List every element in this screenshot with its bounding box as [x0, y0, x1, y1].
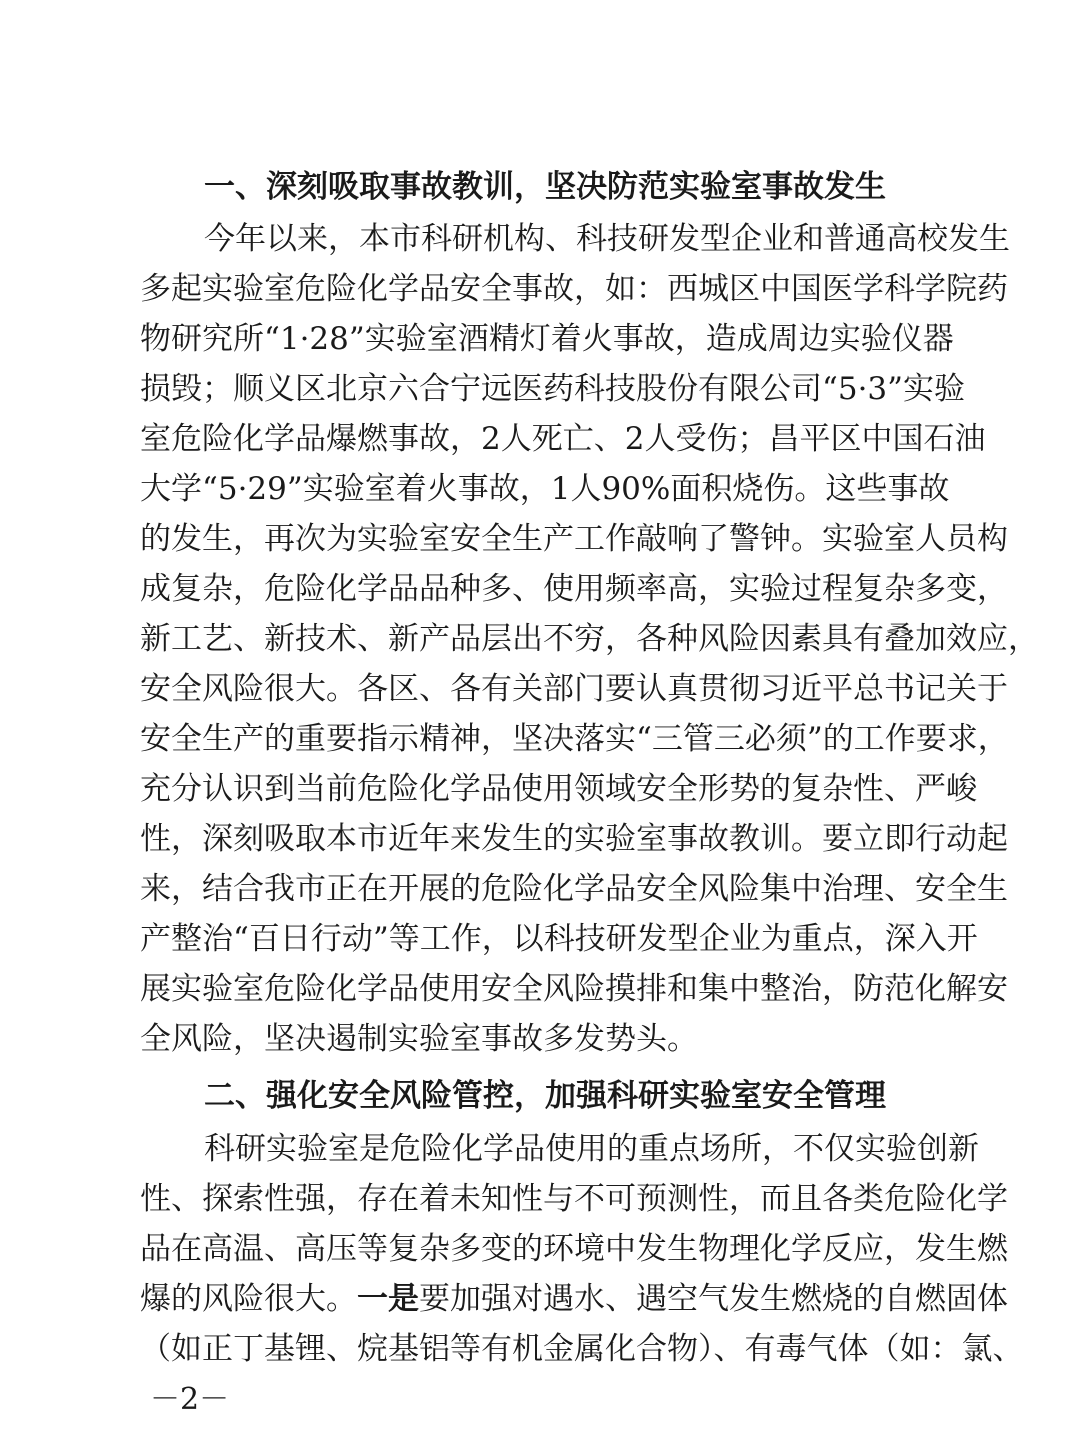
paragraph-line: 今年以来，本市科研机构、科技研发型企业和普通高校发生 — [204, 221, 1010, 257]
paragraph-line: 室危险化学品爆燃事故，2人死亡、2人受伤；昌平区中国石油 — [140, 421, 986, 457]
paragraph-line: 多起实验室危险化学品安全事故，如：西城区中国医学科学院药 — [140, 271, 1008, 307]
paragraph-line: 安全风险很大。各区、各有关部门要认真贯彻习近平总书记关于 — [140, 671, 1008, 707]
paragraph-line: 产整治“百日行动”等工作，以科技研发型企业为重点，深入开 — [140, 921, 978, 957]
paragraph-line: 大学“5·29”实验室着火事故，1人90%面积烧伤。这些事故 — [140, 471, 950, 507]
paragraph-line: 的发生，再次为实验室安全生产工作敲响了警钟。实验室人员构 — [140, 521, 1008, 557]
page-number: －2－ — [150, 1382, 230, 1417]
paragraph-line: 物研究所“1·28”实验室酒精灯着火事故，造成周边实验仪器 — [140, 321, 954, 357]
paragraph-line: 新工艺、新技术、新产品层出不穷，各种风险因素具有叠加效应， — [140, 621, 1039, 657]
paragraph-line: 性，深刻吸取本市近年来发生的实验室事故教训。要立即行动起 — [140, 821, 1008, 857]
paragraph-line: 损毁；顺义区北京六合宁远医药科技股份有限公司“5·3”实验 — [140, 371, 965, 407]
paragraph-line: 全风险，坚决遏制实验室事故多发势头。 — [140, 1021, 698, 1057]
paragraph-line: （如正丁基锂、烷基铝等有机金属化合物）、有毒气体（如：氯、 — [140, 1331, 1024, 1367]
paragraph-line: 科研实验室是危险化学品使用的重点场所，不仅实验创新 — [204, 1131, 979, 1167]
paragraph-line: 安全生产的重要指示精神，坚决落实“三管三必须”的工作要求， — [140, 721, 1009, 757]
paragraph-line: 展实验室危险化学品使用安全风险摸排和集中整治，防范化解安 — [140, 971, 1008, 1007]
section-heading-2: 二、强化安全风险管控，加强科研实验室安全管理 — [204, 1078, 886, 1114]
paragraph-line: 成复杂，危险化学品品种多、使用频率高，实验过程复杂多变， — [140, 571, 1008, 607]
paragraph-text: 要加强对遇水、遇空气发生燃烧的自燃固体 — [419, 1281, 1008, 1317]
paragraph-line: 品在高温、高压等复杂多变的环境中发生物理化学反应，发生燃 — [140, 1231, 1008, 1267]
paragraph-line: 来，结合我市正在开展的危险化学品安全风险集中治理、安全生 — [140, 871, 1008, 907]
paragraph-text: 爆的风险很大。 — [140, 1281, 357, 1317]
section-heading-1: 一、深刻吸取事故教训，坚决防范实验室事故发生 — [204, 169, 886, 205]
emphasis-text: 一是 — [357, 1281, 419, 1317]
paragraph-line: 性、探索性强，存在着未知性与不可预测性，而且各类危险化学 — [140, 1181, 1008, 1217]
paragraph-line: 充分认识到当前危险化学品使用领域安全形势的复杂性、严峻 — [140, 771, 977, 807]
paragraph-line — [140, 1275, 1008, 1323]
